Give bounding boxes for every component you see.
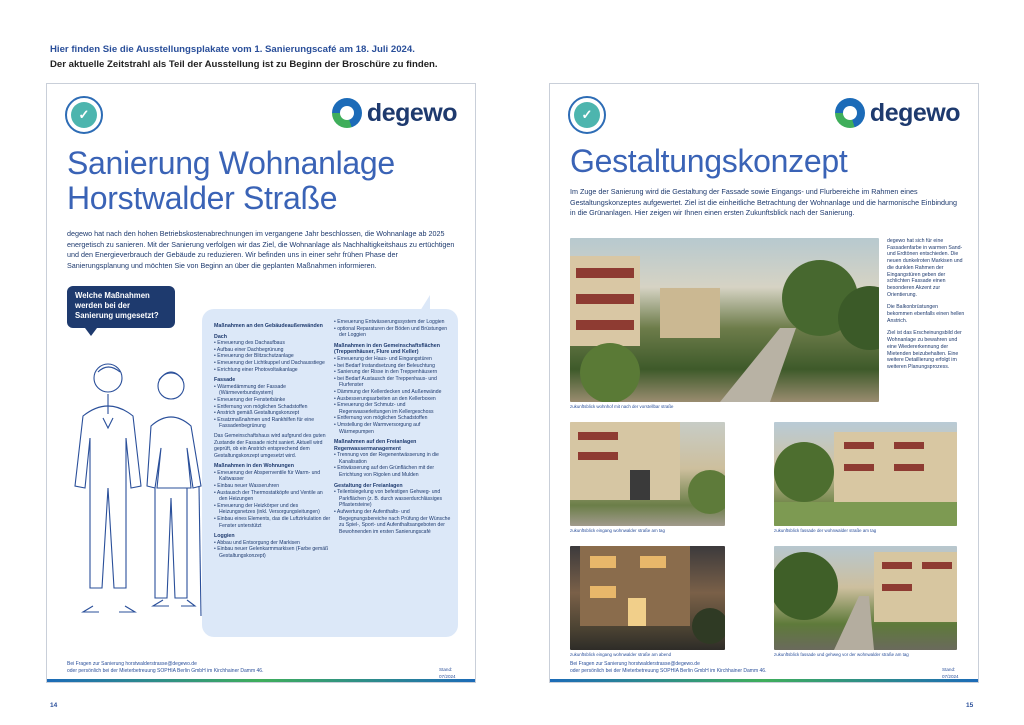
list-freianlagen bbox=[334, 489, 452, 535]
caption-1: zukunftsblick wohnhof mit nach der vorstellbar straße bbox=[570, 404, 674, 409]
question-bubble: Welche Maßnahmen werden bei der Sanierung umgesetzt? bbox=[67, 286, 175, 328]
footer-code: Stand: 07/2024 bbox=[942, 667, 959, 679]
footer-rule bbox=[47, 679, 475, 682]
list-regenwasser bbox=[334, 452, 452, 478]
courtyard-building-icon bbox=[570, 238, 879, 402]
degewo-logo-mark-icon bbox=[332, 98, 362, 128]
list-item: • Erneuerung des Dachaufbaus bbox=[214, 340, 332, 347]
sidebar-paragraph-3: Ziel ist das Erscheinungsbild der Wohnanlage zu bewahren und eine Wiedererkennung der Mietenden beizubehalten. Eine weitere Detaillierung erfolgt im weiteren Planungsprozess. bbox=[887, 330, 962, 370]
sidebar-paragraph-2: Die Balkonbrüstungen bekommen ebenfalls einen hellen Anstrich. bbox=[887, 304, 965, 324]
page-number-right: 15 bbox=[966, 702, 974, 709]
rendering-facade-day bbox=[774, 422, 957, 526]
caption-3: zukunftsblick fassade der wohnwalder straße am tag bbox=[774, 528, 877, 533]
heading-fassade: Fassade bbox=[214, 377, 236, 384]
list-item: • Abbau und Entsorgung der Markisen bbox=[214, 540, 332, 547]
walkway-building-icon bbox=[774, 546, 957, 650]
page-number-left: 14 bbox=[50, 702, 58, 709]
list-item: • Ausbesserungsarbeiten an den Kellerboxen bbox=[334, 396, 452, 403]
footer-line-1: Bei Fragen zur Sanierung horstwalderstrasse@degewo.de bbox=[67, 661, 197, 667]
intro-line-2: Der aktuelle Zeitstrahl als Teil der Ausstellung ist zu Beginn der Broschüre zu finden. bbox=[50, 59, 438, 70]
list-item: • Sanierung der Risse in den Treppenhäusern bbox=[334, 369, 452, 376]
poster-title bbox=[67, 146, 395, 216]
list-item: • bei Bedarf Austausch der Treppenhaus- und Flurfenster bbox=[334, 376, 452, 389]
rendering-courtyard bbox=[570, 238, 879, 402]
heading-loggien: Loggien bbox=[214, 533, 235, 540]
heading-wohnungen: Maßnahmen in den Wohnungen bbox=[214, 463, 294, 470]
list-item: • Entfernung von möglichen Schadstoffen bbox=[214, 404, 332, 411]
degewo-logo-text: degewo bbox=[869, 98, 960, 127]
list-gemeinschaft bbox=[334, 356, 452, 435]
heading-freianlagen: Gestaltung der Freianlagen bbox=[334, 482, 403, 489]
footer-line-1: Bei Fragen zur Sanierung horstwalderstrasse@degewo.de bbox=[570, 661, 700, 667]
footer-code: Stand: 07/2024 bbox=[439, 667, 456, 679]
footer-line-2: oder persönlich bei der Mieterbetreuung SOPHIA Berlin GmbH im Kirchhainer Damm 46. bbox=[67, 667, 264, 674]
list-item: • Erneuerung der Haus- und Eingangstüren bbox=[334, 356, 452, 363]
degewo-logo bbox=[835, 98, 960, 128]
title-line-2: Horstwalder Straße bbox=[67, 180, 338, 216]
intro-paragraph: Im Zuge der Sanierung wird die Gestaltung der Fassade sowie Eingangs- und Flurbereiche im Rahmen eines Gestaltungskonzeptes aufgewertet. Ziel ist die einheitliche Betrachtung der Wohnanlage und die harmonische Einbindung in die Grünanlagen. Hier zeigen wir Ihnen einen ersten Zukunftsblick nach der Sanierung. bbox=[570, 187, 958, 218]
facade-building-icon bbox=[774, 422, 957, 526]
heading-aussenwaende: Maßnahmen an den Gebäudeaußenwänden bbox=[214, 323, 323, 329]
intro-paragraph: degewo hat nach den hohen Betriebskostenabrechnungen im vergangene Jahr beschlossen, die Wohnanlage ab 2025 energetisch zu sanieren. Mit der Sanierung verfolgen wir das Ziel, die Wohnanlage als Nachhaltigkeitshaus zu ertüchtigen und den Energieverbrauch der Gebäude zu reduzieren. Wir befinden uns in einer sehr frühen Phase der Sanierungsplanung und möchten Sie von Beginn an über die geplanten Maßnahmen informieren. bbox=[67, 229, 455, 270]
caption-5: zukunftsblick fassade und gehweg vor der wohnwalder straße am tag bbox=[774, 652, 909, 657]
entrance-building-icon bbox=[570, 422, 725, 526]
list-item: • Wärmedämmung der Fassade (Wärmeverbundsystem) bbox=[214, 384, 332, 397]
measures-column-left bbox=[214, 319, 332, 560]
entrance-evening-icon bbox=[570, 546, 725, 650]
rendering-entrance-evening bbox=[570, 546, 725, 650]
measures-panel bbox=[202, 309, 458, 637]
caption-2: zukunftsblick eingang wohnwalder straße am tag bbox=[570, 528, 665, 533]
degewo-logo-text: degewo bbox=[366, 98, 457, 127]
list-item: • Erneuerung der Fensterbänke bbox=[214, 397, 332, 404]
caption-4: zukunftsblick eingang wohnwalder straße am abend bbox=[570, 652, 672, 657]
list-item: • bei Bedarf Instandsetzung der Beleuchtung bbox=[334, 363, 452, 370]
residents-illustration-icon bbox=[63, 356, 213, 626]
list-item: • Ersatzmaßnahmen und Rankhilfen für eine Fassadenbegrünung bbox=[214, 417, 332, 430]
title-line-1: Sanierung Wohnanlage bbox=[67, 145, 395, 181]
list-item: • Erneuerung der Lichtkuppel und Dachausstiege bbox=[214, 360, 332, 367]
list-item: • Einbau neuer Wasseruhren bbox=[214, 483, 332, 490]
list-dach bbox=[214, 340, 332, 373]
list-loggien bbox=[214, 540, 332, 560]
list-wohnungen bbox=[214, 470, 332, 529]
poster-footer bbox=[570, 661, 959, 679]
list-item: • Einbau eines Elements, das die Luftzirkulation der Fenster unterstützt bbox=[214, 516, 332, 529]
sustainability-seal-icon: ✓ bbox=[65, 96, 103, 134]
list-item: • Errichtung einer Photovoltaikanlage bbox=[214, 367, 332, 374]
rendering-walkway-day bbox=[774, 546, 957, 650]
list-item: • Dämmung der Kellerdecken und Außenwände bbox=[334, 389, 452, 396]
list-item: • Aufbau einer Dachbegrünung bbox=[214, 347, 332, 354]
list-item: • Teilentsiegelung von befestigen Gehweg- und Parkflächen (z. B. durch wasserdurchlässiges Pflastersteine) bbox=[334, 489, 452, 509]
list-item: • Aufwertung der Aufenthalts- und Begegnungsbereiche nach Prüfung der Wünsche zu Spiel-, Sport- und Aufenthaltsangeboten der Bewohnenden im ersten Sanierungscafé bbox=[334, 509, 452, 535]
poster-gestaltungskonzept bbox=[549, 83, 979, 683]
list-item: • Erneuerung der Blitzschutzanlage bbox=[214, 353, 332, 360]
poster-title: Gestaltungskonzept bbox=[570, 143, 848, 179]
list-item: • Erneuerung Entwässerungssystem der Loggien bbox=[334, 319, 452, 326]
list-item: • Entwässerung auf den Grünflächen mit der Errichtung von Rigolen und Mulden bbox=[334, 465, 452, 478]
list-item: • Entfernung von möglichen Schadstoffen bbox=[334, 415, 452, 422]
degewo-logo bbox=[332, 98, 457, 128]
sustainability-seal-icon: ✓ bbox=[568, 96, 606, 134]
measures-column-right bbox=[334, 319, 452, 535]
heading-regenwasser: Maßnahmen auf den Freianlagen Regenwassermanagement bbox=[334, 439, 417, 452]
list-item: • Anstrich gemäß Gestaltungskonzept bbox=[214, 410, 332, 417]
footer-line-2: oder persönlich bei der Mieterbetreuung SOPHIA Berlin GmbH im Kirchhainer Damm 46. bbox=[570, 667, 767, 674]
footer-rule bbox=[550, 679, 978, 682]
list-item: • Umstellung der Warmversorgung auf Wärmepumpen bbox=[334, 422, 452, 435]
note-gemeinschaftshaus: Das Gemeinschaftshaus wird aufgrund des guten Zustande der Fassade nicht saniert. Aktuell wird geprüft, ob ein Anstrich entsprechend dem Gestaltungskonzept umgesetzt wird. bbox=[214, 432, 326, 459]
heading-dach: Dach bbox=[214, 333, 227, 340]
list-item: • Einbau neuer Gelenkarmmarkisen (Farbe gemäß Gestaltungskonzept) bbox=[214, 546, 332, 559]
rendering-entrance-day bbox=[570, 422, 725, 526]
list-fassade bbox=[214, 384, 332, 430]
list-item: • Trennung von der Regenentwässerung in die Kanalisation bbox=[334, 452, 452, 465]
heading-gemeinschaft: Maßnahmen in den Gemeinschaftsflächen (Treppenhäuser, Flure und Keller) bbox=[334, 342, 440, 356]
poster-footer bbox=[67, 661, 456, 679]
poster-sanierung bbox=[46, 83, 476, 683]
intro-line-1: Hier finden Sie die Ausstellungsplakate vom 1. Sanierungscafé am 18. Juli 2024. bbox=[50, 44, 415, 55]
list-item: • Erneuerung der Schmutz- und Regenwasserleitungen im Kellergeschoss bbox=[334, 402, 452, 415]
list-item: • Austausch der Thermostatköpfe und Ventile an den Heizungen bbox=[214, 490, 332, 503]
list-item: • Erneuerung der Absperrventile für Warm- und Kaltwasser bbox=[214, 470, 332, 483]
intro-text bbox=[50, 42, 438, 72]
list-item: • Erneuerung der Heizkörper und des Heizungsnetzes (inkl. Versorgungsleitungen) bbox=[214, 503, 332, 516]
list-item: • optional Reparaturen der Böden und Brüstungen der Loggien bbox=[334, 326, 452, 339]
list-loggien-cont bbox=[334, 319, 452, 339]
sidebar-text bbox=[887, 238, 965, 377]
sidebar-paragraph-1: degewo hat sich für eine Fassadenfarbe in warmen Sand- und Erdtönen entschieden. Die neuen dunkelroten Markisen und die dunklen Rahmen der Eingangstüren geben der schlichten Fassade einen besonderen Akzent zur Orientierung. bbox=[887, 238, 963, 298]
degewo-logo-mark-icon bbox=[835, 98, 865, 128]
